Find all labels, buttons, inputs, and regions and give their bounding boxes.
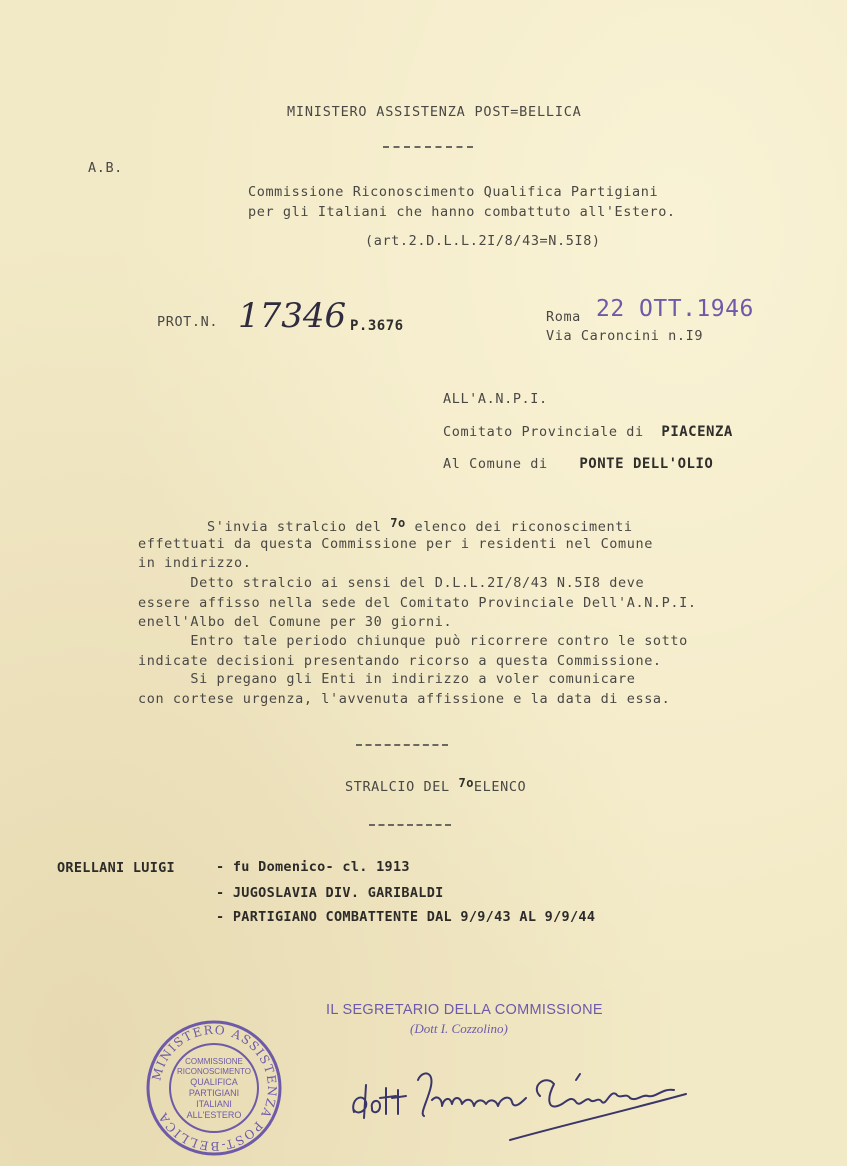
divider bbox=[356, 744, 448, 746]
divider bbox=[383, 146, 473, 148]
extract-title-end: ELENCO bbox=[473, 779, 527, 795]
body-p1-start: S'invia stralcio del bbox=[207, 519, 391, 535]
body-paragraph-1 bbox=[207, 516, 633, 535]
protocol-reference: P.3676 bbox=[350, 318, 404, 334]
list-number: 7o bbox=[390, 516, 406, 530]
commission-line-1: Commissione Riconoscimento Qualifica Partigiani bbox=[248, 184, 659, 200]
entry-status: - PARTIGIANO COMBATTENTE DAL 9/9/43 AL 9/9/44 bbox=[216, 909, 596, 925]
recipient-committee-province: PIACENZA bbox=[661, 424, 733, 440]
date-stamp: 22 OTT.1946 bbox=[596, 296, 754, 322]
commission-line-2: per gli Italiani che hanno combattuto all'Estero. bbox=[248, 204, 676, 220]
signatory-name: (Dott I. Cozzolino) bbox=[410, 1021, 508, 1036]
body-p1-end: elenco dei riconoscimenti bbox=[405, 519, 633, 535]
recipient-anpi: ALL'A.N.P.I. bbox=[443, 391, 548, 407]
seal-inner-line: QUALIFICA bbox=[190, 1077, 238, 1087]
body-paragraph-2: Detto stralcio ai sensi del D.L.L.2I/8/43 N.5I8 deve essere affisso nella sede del Comitato Provinciale Dell'A.N.P.I. enell'Albo del Comune per 30 giorni. bbox=[138, 575, 697, 630]
seal-ring-text: MINISTERO ASSISTENZA POST-BELLICA bbox=[149, 1022, 280, 1154]
city: Roma bbox=[546, 309, 581, 325]
entry-name: ORELLANI LUIGI bbox=[57, 860, 175, 876]
recipient-municipality-label: Al Comune di bbox=[443, 456, 548, 472]
extract-title bbox=[345, 776, 526, 795]
protocol-number: 17346 bbox=[238, 296, 347, 336]
seal-inner-line: PARTIGIANI bbox=[188, 1088, 240, 1098]
entry-unit: - JUGOSLAVIA DIV. GARIBALDI bbox=[216, 885, 444, 901]
seal-inner-line: RICONOSCIMENTO bbox=[176, 1067, 252, 1076]
recipient-municipality bbox=[443, 453, 713, 472]
recipient-committee-label: Comitato Provinciale di bbox=[443, 424, 644, 440]
protocol-label: PROT.N. bbox=[157, 314, 219, 330]
body-paragraph-4: Si pregano gli Enti in indirizzo a voler comunicare con cortese urgenza, l'avvenuta affissione e la data di essa. bbox=[138, 671, 671, 707]
body-paragraph-1-line-2: effettuati da questa Commissione per i residenti nel Comune bbox=[138, 536, 653, 552]
commission-seal bbox=[144, 1018, 284, 1158]
extract-number: 7o bbox=[458, 776, 474, 790]
body-paragraph-1-line-3: in indirizzo. bbox=[138, 555, 252, 571]
handwritten-signature bbox=[340, 1040, 700, 1150]
seal-inner-line: COMMISSIONE bbox=[185, 1057, 243, 1066]
extract-title-start: STRALCIO DEL bbox=[345, 779, 459, 795]
seal-inner-line: ALL'ESTERO bbox=[186, 1110, 242, 1120]
recipient-municipality-name: PONTE DELL'OLIO bbox=[579, 456, 714, 472]
entry-parent-class: - fu Domenico- cl. 1913 bbox=[216, 859, 410, 875]
legal-reference: (art.2.D.L.L.2I/8/43=N.5I8) bbox=[365, 233, 601, 249]
ministry-heading: MINISTERO ASSISTENZA POST=BELLICA bbox=[287, 104, 582, 120]
body-paragraph-3: Entro tale periodo chiunque può ricorrere contro le sotto indicate decisioni presentando ricorso a questa Commissione. bbox=[138, 633, 688, 669]
signatory-title: IL SEGRETARIO DELLA COMMISSIONE bbox=[326, 1002, 603, 1018]
document-initials: A.B. bbox=[88, 160, 123, 176]
seal-inner-line: ITALIANI bbox=[196, 1099, 232, 1109]
recipient-committee bbox=[443, 421, 733, 440]
divider bbox=[369, 824, 451, 826]
sender-address: Via Caroncini n.I9 bbox=[546, 328, 704, 344]
